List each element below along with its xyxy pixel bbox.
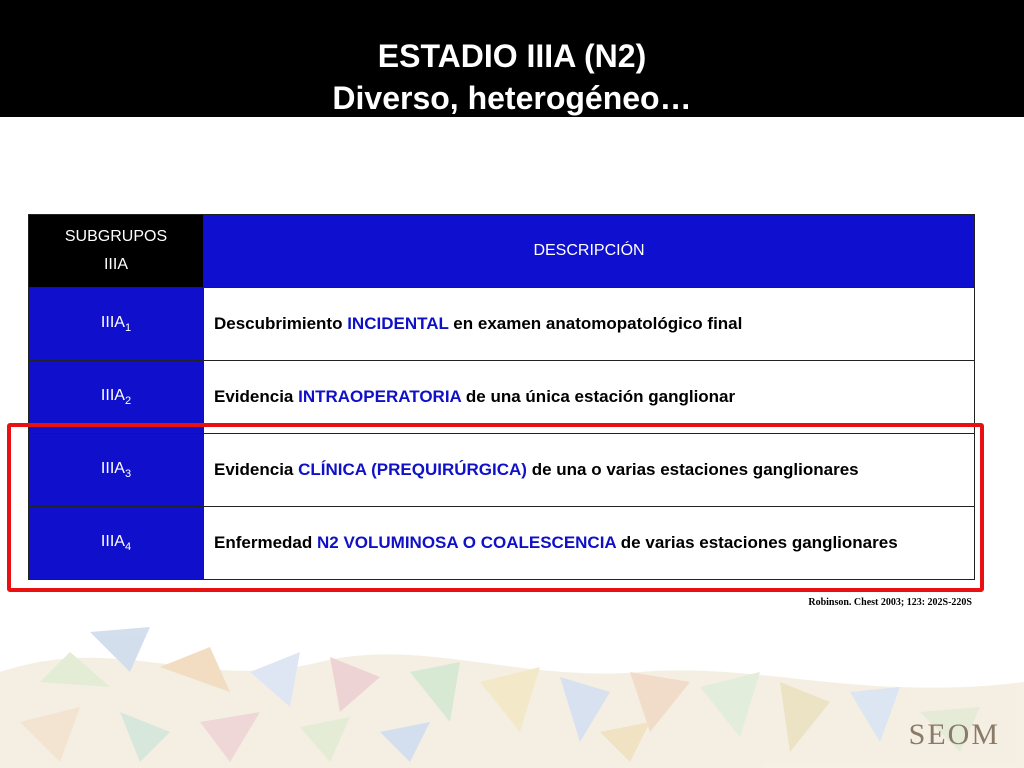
slide-header bbox=[0, 0, 1024, 117]
subgroups-header bbox=[29, 215, 204, 288]
subgroup-subscript: 1 bbox=[124, 322, 132, 335]
description-cell bbox=[204, 288, 975, 361]
desc-text: de varias estaciones ganglionares bbox=[616, 533, 898, 552]
subgroup-label: IIIA bbox=[100, 532, 125, 550]
subgroup-subscript: 3 bbox=[124, 468, 132, 481]
citation: Robinson. Chest 2003; 123: 202S-220S bbox=[808, 597, 972, 608]
subgroup-subscript: 4 bbox=[124, 541, 132, 554]
desc-text: Enfermedad bbox=[214, 533, 317, 552]
subgroup-label: IIIA bbox=[100, 313, 125, 331]
subgroup-label: IIIA bbox=[100, 386, 125, 404]
table-row bbox=[29, 288, 975, 361]
slide-subtitle: Diverso, heterogéneo… bbox=[332, 80, 692, 116]
desc-text: Descubrimiento bbox=[214, 314, 348, 333]
subgroup-label: IIIA bbox=[100, 459, 125, 477]
subgroup-subscript: 2 bbox=[124, 395, 132, 408]
desc-text: Evidencia bbox=[214, 387, 299, 406]
table-header-row bbox=[29, 215, 975, 288]
subgroups-header-line2: IIIA bbox=[103, 256, 128, 273]
desc-text: de una única estación ganglionar bbox=[461, 387, 736, 406]
highlight-box bbox=[7, 423, 984, 592]
desc-text: de una o varias estaciones ganglionares bbox=[526, 460, 859, 479]
slide-title: ESTADIO IIIA (N2) bbox=[377, 38, 647, 74]
mosaic-decoration bbox=[0, 612, 1024, 768]
desc-highlight: INCIDENTAL bbox=[347, 314, 449, 333]
desc-text: en examen anatomopatológico final bbox=[448, 314, 743, 333]
subgroup-cell bbox=[29, 288, 204, 361]
description-header: DESCRIPCIÓN bbox=[204, 215, 975, 288]
desc-text: Evidencia bbox=[214, 460, 299, 479]
desc-highlight: CLÍNICA (PREQUIRÚRGICA) bbox=[298, 460, 527, 479]
seom-logo: SEOM bbox=[908, 718, 1000, 751]
desc-highlight: N2 VOLUMINOSA O COALESCENCIA bbox=[316, 533, 617, 552]
desc-highlight: INTRAOPERATORIA bbox=[298, 387, 462, 406]
subgroups-header-line1: SUBGRUPOS bbox=[64, 228, 168, 245]
